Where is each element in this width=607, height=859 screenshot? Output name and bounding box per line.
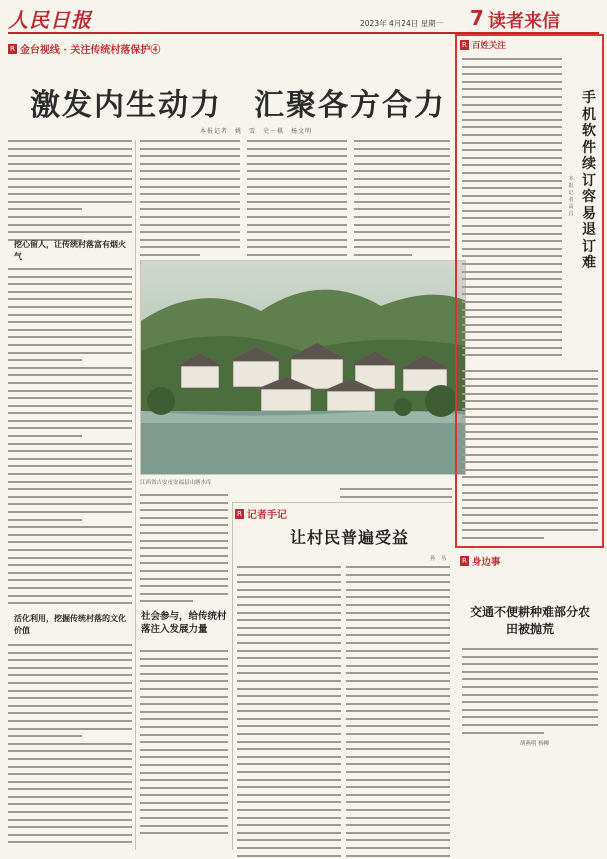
newspaper-logo: 人民日报 [8,8,92,32]
notes-header [235,506,287,521]
feature-byline: 本报记者 姚 雪 史一棋 杨文明 [200,128,313,135]
feature-body-col2 [140,140,240,262]
notes-headline[interactable]: 让村民普遍受益 [290,528,410,547]
bottom-right-tag-icon: R [462,557,467,565]
notes-author: 孙 丛 [430,556,447,562]
feature-body-col4 [354,140,450,262]
biz-body [140,650,228,840]
feature-subhead-2: 活化利用，挖掘传统村落的文化价值 [14,613,126,635]
notes-rule [232,502,452,503]
feature-body-col1-mid [8,268,132,610]
bottom-right-headline[interactable]: 交通不便耕种难部分农田被抛荒 [470,605,591,636]
right-author: 本报记者 高 昌 [568,176,579,217]
right-vertical-headline[interactable]: 手机软件续订容易退订难 [582,90,596,271]
photo-caption [140,478,466,486]
notes-tag-icon: R [237,509,242,518]
feature-body-col4-lower [340,488,452,503]
right-tag-icon: R [462,41,467,49]
right-column-header [460,39,506,51]
series-tag-icon: R [10,44,15,53]
biz-headline[interactable]: 社会参与，给传统村落注入发展力量 [141,611,227,635]
feature-subhead-1: 挖心留人，让传统村落富有烟火气 [14,239,126,261]
issue-date: 2023年 4月24日 星期一 [360,19,444,28]
page-number: 7 [470,6,484,30]
photo-caption-text: 江西省吉安市安福县山塘水库 [140,480,212,486]
bottom-right-body [462,648,598,739]
series-title: 金台视线 · 关注传统村落保护④ [19,45,161,56]
feature-body-col2-lower [140,494,228,608]
page-section-title: 读者来信 [488,11,560,32]
notes-section-title: 记者手记 [246,510,287,521]
right-body-bottom [462,370,598,545]
column-rule [135,140,136,850]
bottom-right-author: 胡燕明 杨柳 [520,741,550,747]
village-photo[interactable] [140,260,466,475]
notes-body-col2 [346,566,450,859]
right-section-title: 百姓关注 [471,41,506,51]
bottom-right-section-title: 身边事 [471,557,501,568]
bottom-right-header [460,554,500,568]
feature-headline[interactable]: 激发内生动力 汇聚各方合力 [30,88,446,123]
right-body-top [462,58,562,362]
village-photo-image [141,261,466,475]
feature-series-header [8,42,160,55]
notes-body-col1 [237,566,341,859]
feature-body-col3 [247,140,347,262]
column-rule [232,502,233,850]
feature-body-col1-bottom [8,644,132,849]
masthead [8,4,599,34]
feature-body-col1-top [8,140,132,246]
